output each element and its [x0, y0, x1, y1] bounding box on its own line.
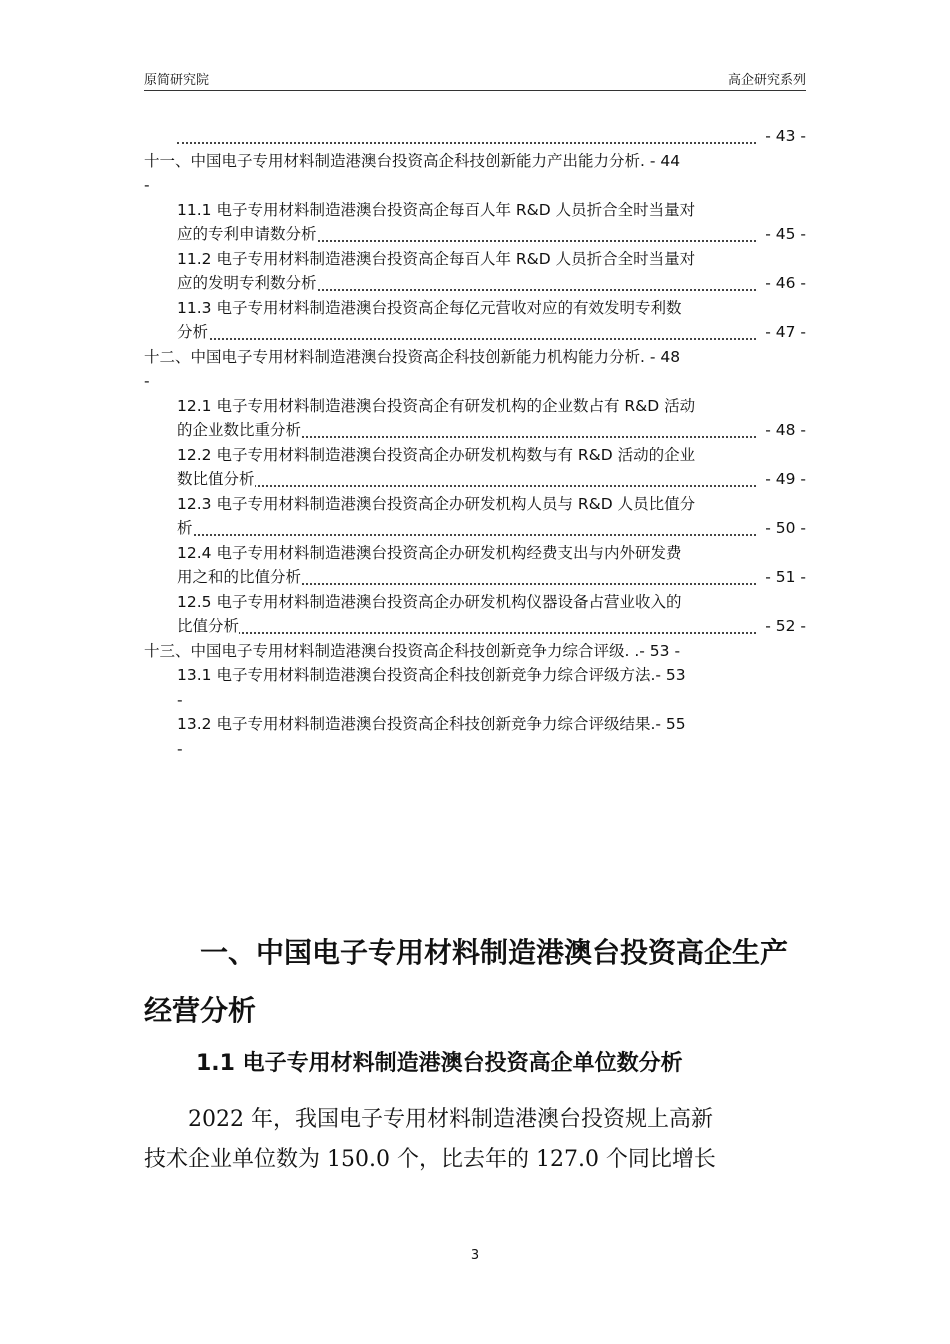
toc-subentry-continuation[interactable]: 的企业数比重分析 - 48 -	[144, 418, 806, 443]
toc-entry[interactable]	[144, 345, 806, 370]
toc-entry-text: 十二、中国电子专用材料制造港澳台投资高企科技创新能力机构能力分析. - 48	[144, 347, 681, 366]
toc-entry-text: 12.4 电子专用材料制造港澳台投资高企办研发机构经费支出与内外研发费	[177, 543, 682, 562]
toc-subentry-continuation: -	[177, 739, 183, 758]
toc-subentry[interactable]	[144, 198, 806, 223]
paragraph-line2: 技术企业单位数为 150.0 个，比去年的 127.0 个同比增长	[144, 1147, 716, 1172]
paragraph-line1: 2022 年，我国电子专用材料制造港澳台投资规上高新	[188, 1107, 713, 1132]
page-header	[144, 66, 806, 91]
toc-subentry[interactable]	[144, 541, 806, 566]
toc-entry-text: 11.1 电子专用材料制造港澳台投资高企每百人年 R&D 人员折合全时当量对	[177, 200, 696, 219]
toc-subentry[interactable]	[144, 247, 806, 272]
toc-entry-text: 12.1 电子专用材料制造港澳台投资高企有研发机构的企业数占有 R&D 活动	[177, 396, 696, 415]
toc-page-number: - 52 -	[763, 614, 806, 639]
chapter-heading-line1: 一、中国电子专用材料制造港澳台投资高企生产	[200, 936, 789, 969]
body-paragraph	[144, 1100, 806, 1180]
toc-entry[interactable]	[144, 639, 806, 664]
toc-entry-text: 13.2 电子专用材料制造港澳台投资高企科技创新竞争力综合评级结果.- 55	[177, 715, 686, 733]
header-left-title: 原简研究院	[144, 73, 210, 88]
toc-page-number: - 45 -	[763, 222, 806, 247]
toc-entry-text: 12.2 电子专用材料制造港澳台投资高企办研发机构数与有 R&D 活动的企业	[177, 445, 696, 464]
page-number: 3	[470, 1248, 480, 1263]
toc-subentry-continuation[interactable]: 用之和的比值分析 - 51 -	[144, 565, 806, 590]
toc-entry[interactable]	[144, 149, 806, 174]
toc-entry-text: 十一、中国电子专用材料制造港澳台投资高企科技创新能力产出能力分析. - 44	[144, 151, 681, 170]
toc-subentry[interactable]	[144, 712, 806, 737]
toc-subentry[interactable]	[144, 296, 806, 321]
toc-entry-text: 11.3 电子专用材料制造港澳台投资高企每亿元营收对应的有效发明专利数	[177, 298, 682, 317]
chapter-heading	[144, 924, 806, 1040]
toc-page-number: - 51 -	[763, 565, 806, 590]
toc-page-number: - 43 -	[763, 124, 806, 149]
toc-subentry[interactable]	[144, 492, 806, 517]
toc-subentry[interactable]	[144, 590, 806, 615]
section-heading: 1.1 电子专用材料制造港澳台投资高企单位数分析	[196, 1051, 683, 1076]
toc-entry-continuation: -	[144, 372, 150, 390]
toc-subentry[interactable]	[144, 394, 806, 419]
toc-page-number: - 47 -	[763, 320, 806, 345]
toc-subentry[interactable]	[144, 443, 806, 468]
toc-entry-text: 十三、中国电子专用材料制造港澳台投资高企科技创新竞争力综合评级. .- 53 -	[144, 641, 681, 660]
toc-entry-text: 13.1 电子专用材料制造港澳台投资高企科技创新竞争力综合评级方法.- 53	[177, 666, 686, 684]
toc-subentry-continuation[interactable]: 数比值分析 - 49 -	[144, 467, 806, 492]
toc-entry-continuation: -	[144, 176, 150, 194]
toc-subentry-continuation[interactable]: 应的发明专利数分析 - 46 -	[144, 271, 806, 296]
toc-entry-text: 12.5 电子专用材料制造港澳台投资高企办研发机构仪器设备占营业收入的	[177, 592, 682, 611]
toc-page-number: - 49 -	[763, 467, 806, 492]
toc-subentry-continuation[interactable]: 比值分析 - 52 -	[144, 614, 806, 639]
toc-entry[interactable]	[144, 124, 806, 149]
toc-subentry-continuation: -	[177, 690, 183, 709]
toc-page-number: - 50 -	[763, 516, 806, 541]
toc-entry-text: 11.2 电子专用材料制造港澳台投资高企每百人年 R&D 人员折合全时当量对	[177, 249, 696, 268]
toc-subentry[interactable]	[144, 663, 806, 688]
toc-entry-text: 12.3 电子专用材料制造港澳台投资高企办研发机构人员与 R&D 人员比值分	[177, 494, 696, 513]
table-of-contents	[144, 124, 806, 761]
chapter-heading-line2: 经营分析	[144, 994, 257, 1027]
toc-subentry-continuation[interactable]: 析 - 50 -	[144, 516, 806, 541]
toc-subentry-continuation[interactable]: 分析 - 47 -	[144, 320, 806, 345]
toc-page-number: - 48 -	[763, 418, 806, 443]
toc-subentry-continuation[interactable]: 应的专利申请数分析 - 45 -	[144, 222, 806, 247]
toc-page-number: - 46 -	[763, 271, 806, 296]
header-right-title: 高企研究系列	[727, 73, 806, 88]
